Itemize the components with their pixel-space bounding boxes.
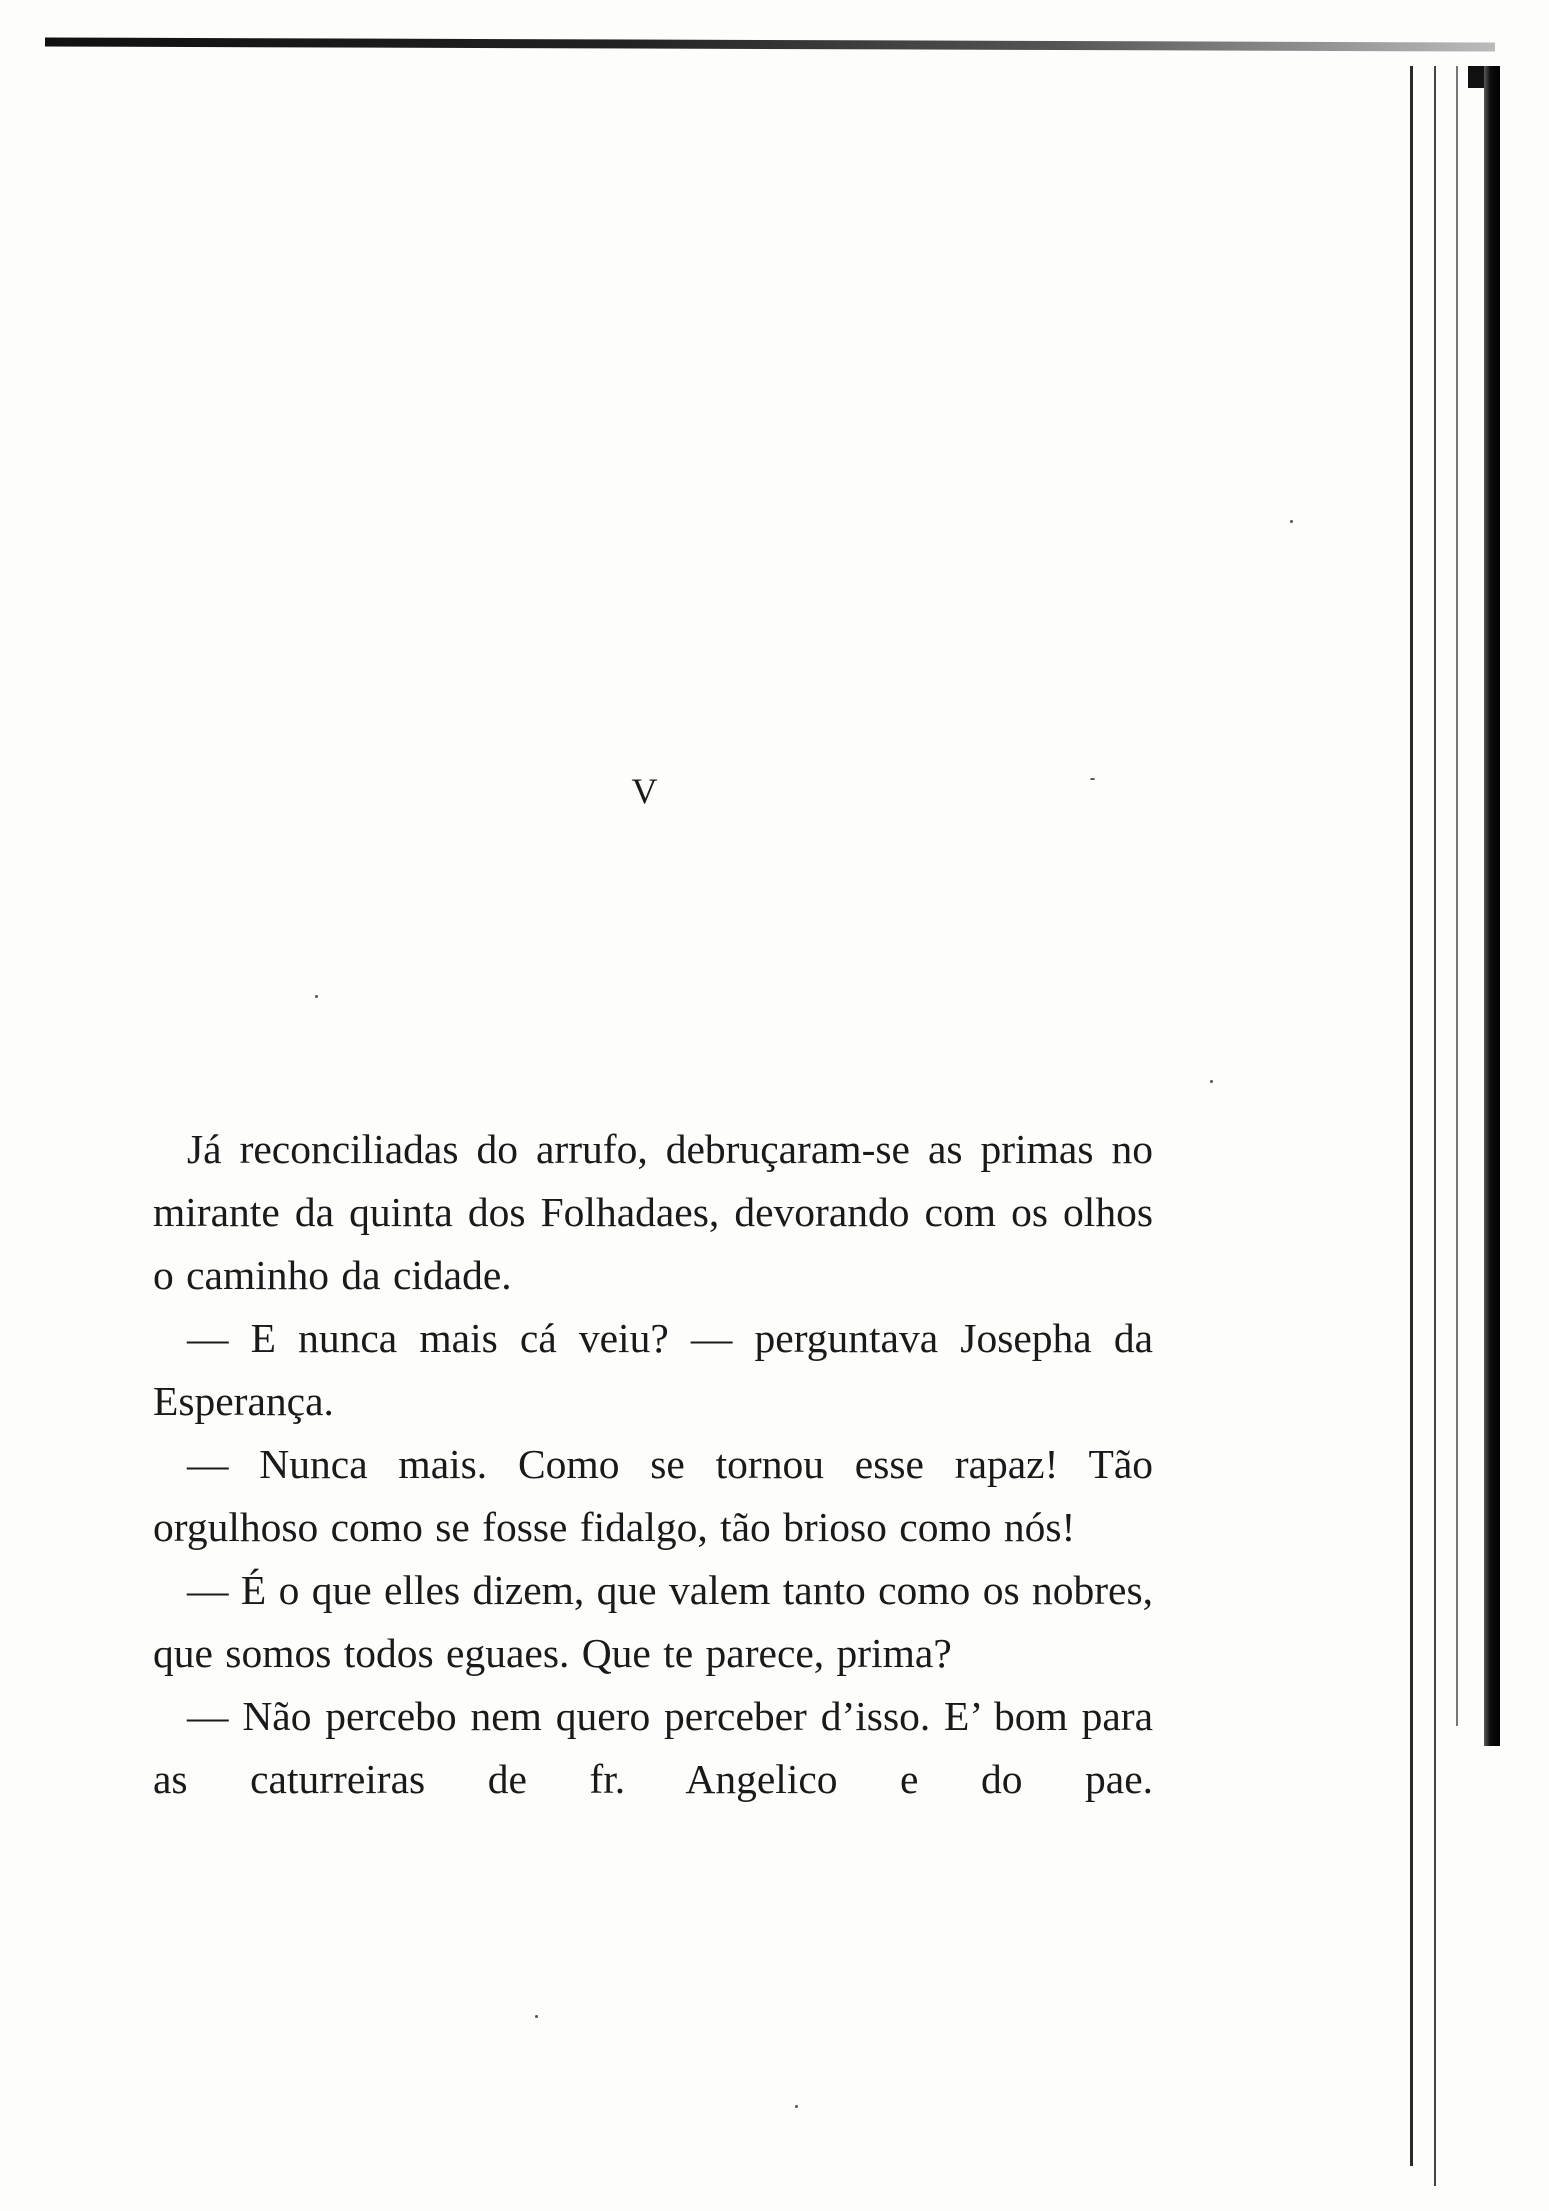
- scan-top-edge: [45, 37, 1495, 51]
- scan-speck: [535, 2015, 538, 2018]
- book-spine-shadow: [1484, 66, 1500, 1746]
- scan-speck: [1290, 520, 1293, 523]
- scan-speck: [795, 2105, 798, 2108]
- scan-speck: [1210, 1080, 1213, 1083]
- paragraph: — E nunca mais cá veiu? — perguntava Josepha da Esperança.: [153, 1315, 1153, 1424]
- paragraph: — É o que elles dizem, que valem tanto como os nobres, que somos todos eguaes. Que te parece, prima?: [153, 1567, 1153, 1676]
- page-edge-line: [1434, 66, 1436, 2186]
- paragraph: — Nunca mais. Como se tornou esse rapaz! Tão orgulhoso como se fosse fidalgo, tão brioso como nós!: [153, 1441, 1153, 1550]
- paragraph: Já reconciliadas do arrufo, debruçaram-se as primas no mirante da quinta dos Folhadaes, devorando com os olhos o caminho da cidade.: [153, 1126, 1153, 1298]
- scan-speck: [315, 995, 318, 998]
- paragraph: — Não percebo nem quero perceber d’isso. E’ bom para as caturreiras de fr. Angelico e do pae.: [153, 1693, 1153, 1802]
- chapter-heading: V: [631, 771, 659, 811]
- page-edge-line: [1456, 66, 1458, 1726]
- page-edge-line: [1410, 66, 1413, 2166]
- chapter-text: [153, 1118, 1153, 1811]
